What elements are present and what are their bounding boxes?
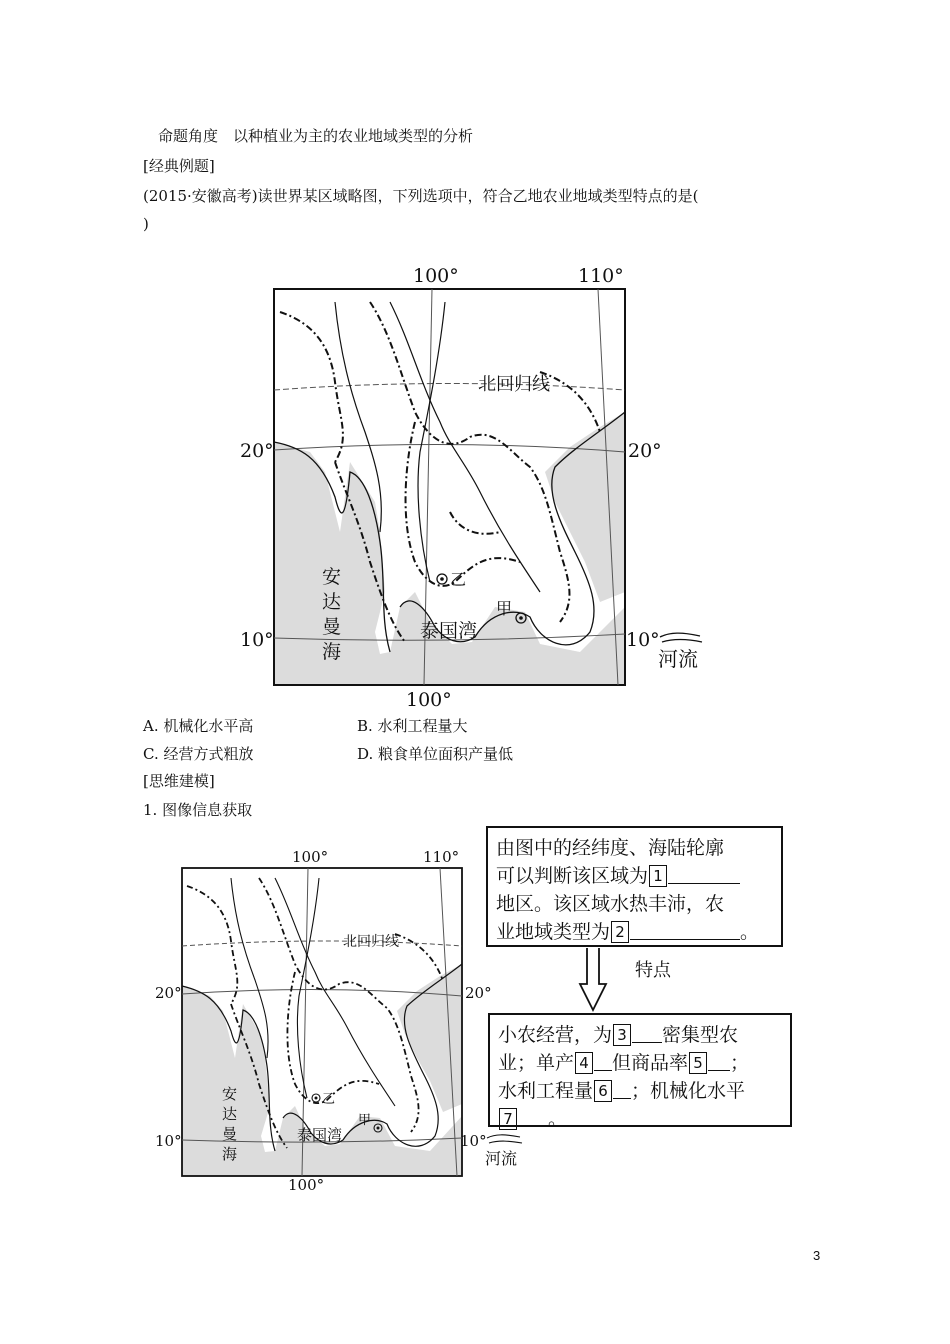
map-label-lon110-top: 110° — [578, 265, 624, 287]
blank-1[interactable] — [668, 863, 740, 884]
blank-5[interactable] — [708, 1050, 730, 1071]
map-label-lat10-left: 10° — [240, 629, 274, 651]
map-label-gulf: 泰国湾 — [420, 620, 478, 642]
map-label-lat20-right: 20° — [628, 440, 662, 462]
box1-line-2: 可以判断该区域为 1 — [496, 862, 773, 890]
blank-3[interactable] — [632, 1022, 662, 1043]
blank-7[interactable] — [518, 1106, 548, 1127]
map-label-lat20-left: 20° — [240, 440, 274, 462]
blank-number-3: 3 — [613, 1024, 631, 1046]
box2-line-2: 业；单产 4 但商品率 5 ； — [498, 1052, 750, 1074]
box1-line-3: 地区。该区域水热丰沛，农 — [496, 893, 725, 915]
blank-4[interactable] — [594, 1050, 612, 1071]
map-label-sea-4: 海 — [322, 641, 342, 663]
box2-line-4: 7 。 — [498, 1105, 782, 1133]
blank-number-6: 6 — [594, 1080, 612, 1102]
map-label-lon100-top: 100° — [413, 265, 459, 287]
map-small-label-sea-2: 达 — [222, 1105, 238, 1123]
blank-number-4: 4 — [575, 1052, 593, 1074]
map-small-label-lon110-top: 110° — [423, 848, 460, 866]
down-arrow-icon — [578, 948, 608, 1012]
map-label-sea-1: 安 — [322, 566, 342, 588]
map-small-legend-river: 河流 — [485, 1149, 518, 1168]
map-small-label-lat20-right: 20° — [465, 984, 492, 1002]
section-title: 命题角度 以种植业为主的农业地域类型的分析 — [158, 127, 474, 145]
map-legend-river: 河流 — [658, 647, 698, 671]
option-d: D. 粮食单位面积产量低 — [357, 745, 514, 763]
option-c: C. 经营方式粗放 — [143, 745, 254, 763]
info-box-features — [488, 1013, 792, 1130]
model-header: [思维建模] — [143, 772, 215, 790]
map-small-label-jia: 甲 — [358, 1113, 372, 1128]
map-small-label-tropic: 北回归线 — [343, 934, 399, 950]
map-label-sea-3: 曼 — [322, 616, 342, 638]
map-small-label-lon100-top: 100° — [292, 848, 329, 866]
feature-label: 特点 — [635, 960, 671, 981]
box1-line-4: 业地域类型为 2 。 — [496, 921, 760, 943]
map-small-label-yi: 乙 — [322, 1092, 336, 1107]
box2-line-3: 水利工程量 6 ；机械化水平 — [498, 1080, 746, 1102]
box1-line-1: 由图中的经纬度、海陆轮廓 — [496, 837, 725, 859]
blank-number-5: 5 — [689, 1052, 707, 1074]
info-box-region — [486, 826, 783, 947]
map-small-label-gulf: 泰国湾 — [297, 1126, 343, 1144]
map-small-label-lat10-left: 10° — [155, 1132, 182, 1150]
blank-2[interactable] — [630, 919, 740, 940]
map-label-sea-2: 达 — [322, 591, 342, 613]
option-a: A. 机械化水平高 — [143, 717, 254, 735]
option-b: B. 水利工程量大 — [357, 717, 468, 735]
blank-number-7: 7 — [499, 1108, 517, 1130]
map-small-label-lon100-bottom: 100° — [288, 1176, 325, 1194]
map-label-lon100-bottom: 100° — [406, 689, 452, 711]
blank-number-1: 1 — [649, 865, 667, 887]
map-small-label-sea-4: 海 — [222, 1145, 238, 1163]
map-small-label-sea-3: 曼 — [222, 1125, 238, 1143]
question-line-2: ) — [143, 215, 149, 233]
map-small-label-lat10-right: 10° — [460, 1132, 487, 1150]
question-line-1: (2015·安徽高考)读世界某区域略图，下列选项中，符合乙地农业地域类型特点的是( — [143, 187, 699, 205]
map-label-tropic: 北回归线 — [478, 374, 550, 395]
map-label-jia: 甲 — [496, 599, 513, 618]
box2-line-1: 小农经营，为 3 密集型农 — [498, 1024, 739, 1046]
example-header: [经典例题] — [143, 157, 215, 175]
map-small — [155, 846, 530, 1194]
map-small-label-lat20-left: 20° — [155, 984, 182, 1002]
map-large — [240, 262, 698, 711]
page-number: 3 — [813, 1248, 821, 1263]
blank-6[interactable] — [613, 1078, 631, 1099]
blank-number-2: 2 — [611, 921, 629, 943]
step-1-heading: 1. 图像信息获取 — [143, 801, 253, 819]
map-small-label-sea-1: 安 — [222, 1085, 238, 1103]
map-label-lat10-right: 10° — [626, 629, 660, 651]
map-label-yi: 乙 — [450, 570, 467, 589]
